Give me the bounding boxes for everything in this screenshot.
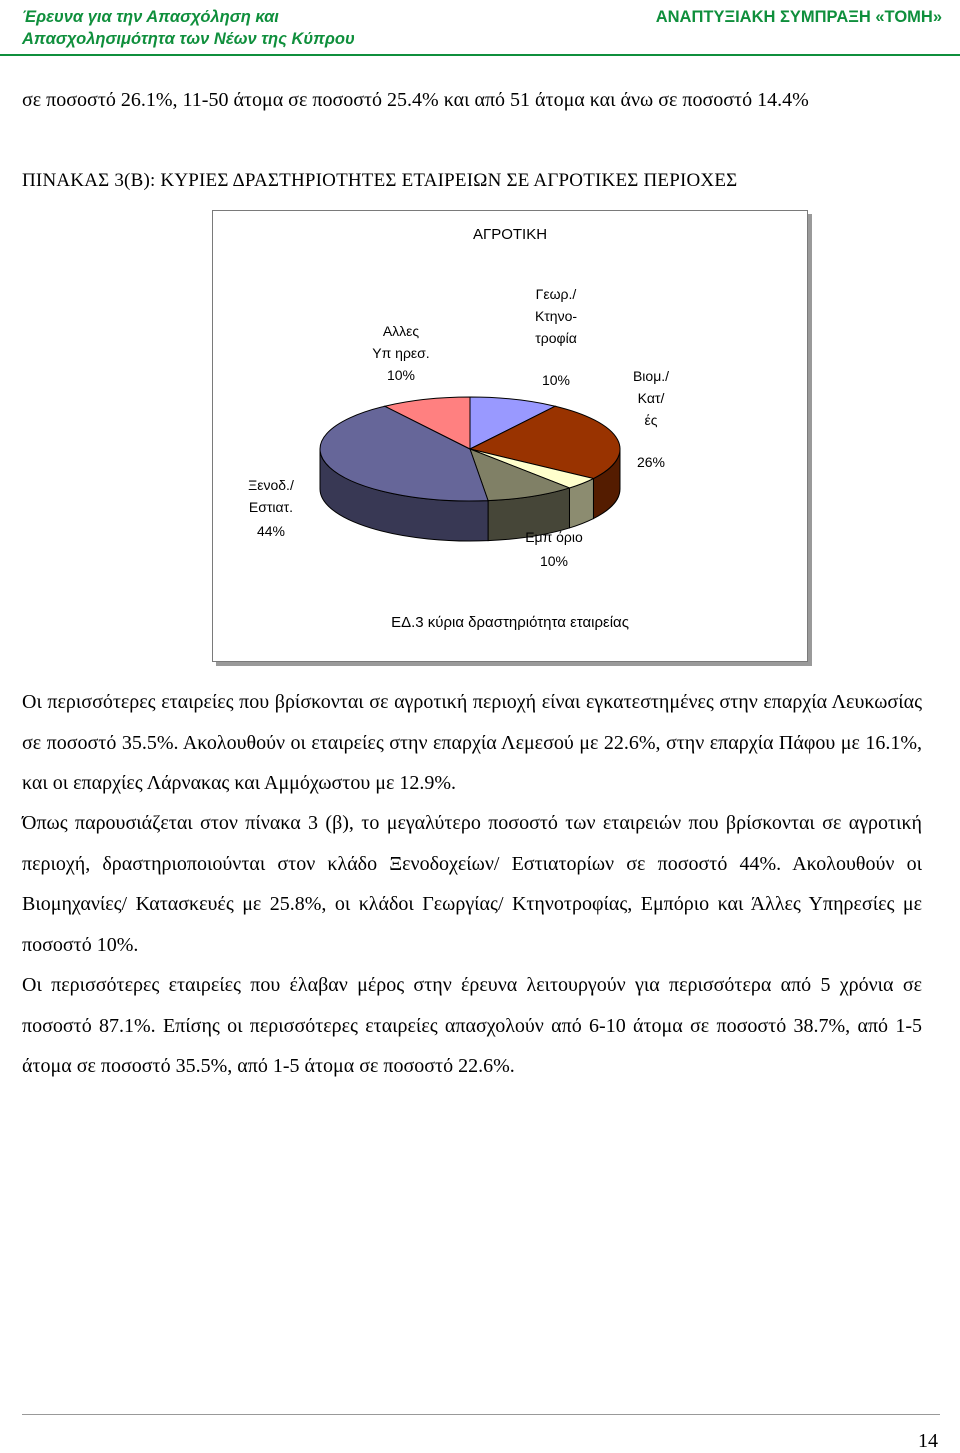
slice-label-3-0: Εμπ όριο	[525, 529, 583, 545]
header-title-line1: Έρευνα για την Απασχόληση και	[22, 8, 279, 26]
pie-chart-frame	[212, 210, 808, 662]
slice-value-0: 10%	[541, 372, 571, 388]
chart-title: ΑΓΡΟΤΙΚΗ	[472, 226, 548, 243]
header-title	[22, 6, 382, 50]
slice-label-4-0: Ξενοδ./	[248, 477, 294, 493]
chart-caption: ΕΔ.3 κύρια δραστηριότητα εταιρείας	[391, 614, 629, 631]
footer-divider	[22, 1414, 940, 1415]
header-title-line2: Απασχολησιμότητα των Νέων της Κύπρου	[22, 30, 355, 48]
page-header	[0, 0, 960, 52]
slice-label-5-1: Υπ ηρεσ.	[372, 345, 430, 361]
slice-value-1: 26%	[636, 454, 666, 470]
table-heading: ΠΙΝΑΚΑΣ 3(Β): ΚΥΡΙΕΣ ΔΡΑΣΤΗΡΙΟΤΗΤΕΣ ΕΤΑΙΡΕΙΩΝ ΣΕ ΑΓΡΟΤΙΚΕΣ ΠΕΡΙΟΧΕΣ	[22, 170, 738, 191]
slice-value-5: 10%	[386, 367, 416, 383]
page-number: 14	[918, 1430, 938, 1452]
slice-label-1-2: ές	[644, 412, 658, 428]
slice-value-3: 10%	[539, 553, 569, 569]
header-organization: ΑΝΑΠΤΥΞΙΑΚΗ ΣΥΜΠΡΑΞΗ «ΤΟΜΗ»	[655, 8, 942, 26]
header-divider	[0, 54, 960, 56]
slice-label-0-1: Κτηνο-	[534, 308, 578, 324]
slice-label-1-0: Βιομ./	[632, 368, 670, 384]
paragraph-activities: Όπως παρουσιάζεται στον πίνακα 3 (β), το μεγαλύτερο ποσοστό των εταιρειών που βρίσκονται σε αγροτική περιοχή, δραστηριοποιούνται στον κλάδο Ξενοδοχείων/ Εστιατορίων σε ποσοστό 44%. Ακολουθούν οι Βιομηχανίες/ Κατασκευές με 25.8%, οι κλάδοι Γεωργίας/ Κτηνοτροφίας, Εμπόριο και Άλλες Υπηρεσίες με ποσοστό 10%.	[22, 812, 922, 956]
pie-chart	[213, 211, 807, 661]
slice-label-4-1: Εστιατ.	[248, 499, 294, 515]
paragraph-provinces: Οι περισσότερες εταιρείες που βρίσκονται σε αγροτική περιοχή είναι εγκατεστημένες στην επαρχία Λευκωσίας σε ποσοστό 35.5%. Ακολουθούν οι εταιρείες στην επαρχία Λεμεσού με 22.6%, στην επαρχία Πάφου με 16.1%, και οι επαρχίες Λάρνακας και Αμμόχωστου με 12.9%.	[22, 691, 922, 795]
slice-label-1-1: Κατ/	[637, 390, 665, 406]
slice-label-5-0: Αλλες	[382, 323, 420, 339]
intro-paragraph: σε ποσοστό 26.1%, 11-50 άτομα σε ποσοστό 25.4% και από 51 άτομα και άνω σε ποσοστό 14.4%	[22, 89, 809, 111]
slice-label-0-2: τροφία	[535, 330, 577, 346]
slice-label-0-0: Γεωρ./	[535, 286, 577, 302]
paragraph-years-staff: Οι περισσότερες εταιρείες που έλαβαν μέρος στην έρευνα λειτουργούν για περισσότερα από 5 χρόνια σε ποσοστό 87.1%. Επίσης οι περισσότερες εταιρείες απασχολούν από 6-10 άτομα σε ποσοστό 38.7%, από 1-5 άτομα σε ποσοστό 35.5%, από 1-5 άτομα σε ποσοστό 22.6%.	[22, 974, 922, 1078]
slice-value-4: 44%	[256, 523, 286, 539]
